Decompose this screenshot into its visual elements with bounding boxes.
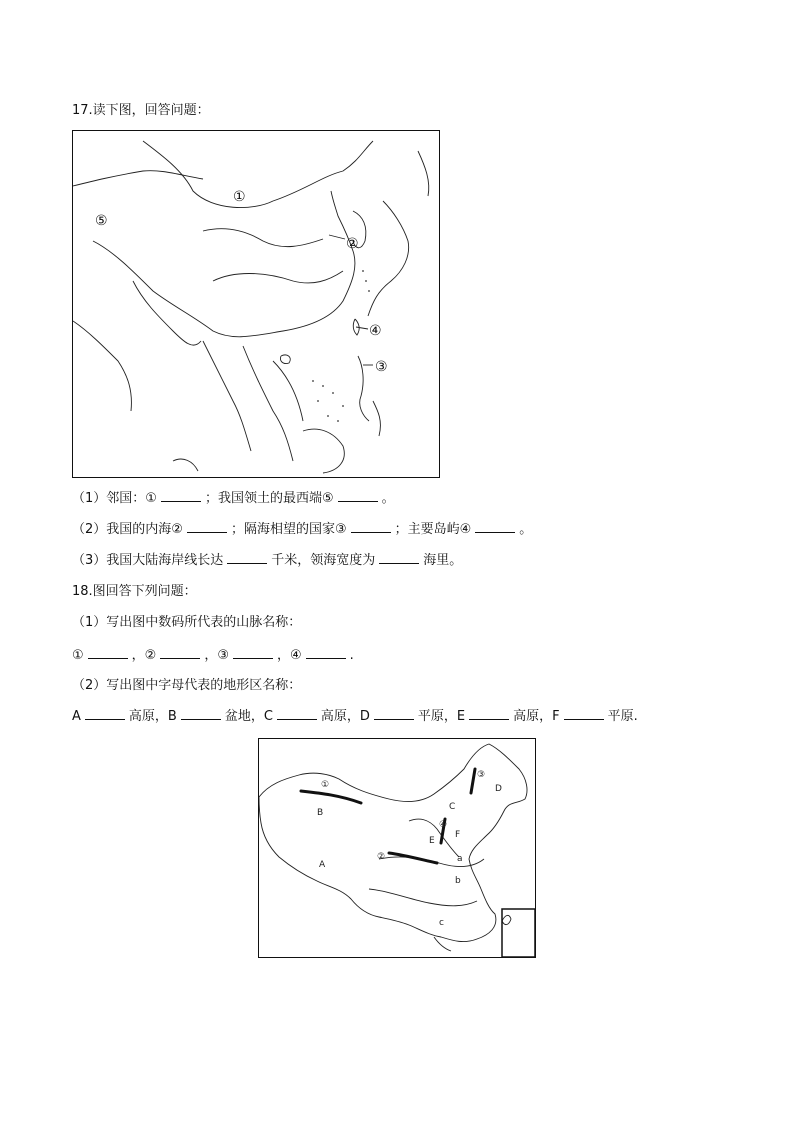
terrain-end: 平原.: [607, 709, 638, 724]
answer-blank-territorial-sea[interactable]: [379, 551, 419, 564]
terrain-label-e: 平原，E: [417, 709, 466, 724]
q17-sub3: [72, 551, 462, 570]
map-num-2: ②: [377, 852, 386, 862]
q18-terrains-line: [72, 707, 638, 726]
terrain-label-d: 高原，D: [320, 709, 370, 724]
map-num-3: ③: [477, 770, 486, 780]
map-label-4: ④: [369, 323, 382, 339]
q17-sub1: [72, 489, 395, 508]
q17-sub2: [72, 520, 532, 539]
mountain-label-4: ，④: [276, 648, 302, 663]
q17-sub3-text-b: 千米，领海宽度为: [271, 553, 376, 568]
map-label-2: ②: [346, 236, 359, 252]
map-letter-small-b: b: [455, 876, 461, 886]
answer-blank-q17-4[interactable]: [475, 520, 515, 533]
q17-sub3-text-a: （3）我国大陆海岸线长达: [72, 553, 224, 568]
q18-sub1: （1）写出图中数码所代表的山脉名称：: [72, 615, 302, 630]
answer-blank-mountain-4[interactable]: [306, 646, 346, 659]
answer-blank-q17-5[interactable]: [338, 489, 378, 502]
map-letter-c: C: [449, 802, 456, 812]
answer-blank-terrain-b[interactable]: [181, 707, 221, 720]
map-letter-f: F: [455, 830, 461, 840]
map-letter-b: B: [317, 808, 324, 818]
mountain-label-3: ，③: [204, 648, 229, 663]
east-asia-map: [72, 130, 440, 478]
answer-blank-terrain-e[interactable]: [469, 707, 509, 720]
mountain-label-1: ①: [72, 648, 84, 663]
map-num-1: ①: [321, 780, 330, 790]
q17-sub3-text-c: 海里。: [423, 553, 463, 568]
q18-title: 18.图回答下列问题：: [72, 584, 197, 599]
mountain-end: .: [349, 648, 354, 663]
label-4-pointer: [356, 327, 368, 329]
answer-blank-q17-1[interactable]: [161, 489, 201, 502]
mountain-range-3-line: [471, 769, 475, 793]
map-letter-d: D: [495, 784, 502, 794]
answer-blank-q17-3[interactable]: [351, 520, 391, 533]
q18-mountains-line: [72, 646, 354, 665]
mountain-range-1-line: [301, 791, 361, 803]
q17-sub2-text-c: ；主要岛屿④: [394, 522, 472, 537]
label-2-pointer: [329, 235, 345, 239]
terrain-label-a: A: [72, 709, 81, 724]
answer-blank-coastline[interactable]: [227, 551, 267, 564]
q18-sub2: （2）写出图中字母代表的地形区名称：: [72, 678, 302, 693]
answer-blank-mountain-2[interactable]: [160, 646, 200, 659]
terrain-label-b: 高原，B: [128, 709, 177, 724]
map-letter-a: A: [319, 860, 326, 870]
answer-blank-mountain-1[interactable]: [88, 646, 128, 659]
terrain-label-f: 高原，F: [513, 709, 560, 724]
answer-blank-terrain-c[interactable]: [277, 707, 317, 720]
answer-blank-terrain-a[interactable]: [85, 707, 125, 720]
south-china-sea-inset: [502, 909, 535, 957]
china-terrain-map: [258, 738, 536, 958]
map-num-4: ④: [439, 820, 448, 830]
map-letter-e: E: [429, 836, 435, 846]
map-label-1: ①: [233, 189, 246, 205]
answer-blank-terrain-d[interactable]: [374, 707, 414, 720]
map-letter-small-c: c: [439, 918, 444, 928]
q17-sub2-text-d: 。: [519, 522, 533, 537]
answer-blank-q17-2[interactable]: [187, 520, 227, 533]
q17-sub2-text-b: ；隔海相望的国家③: [230, 522, 347, 537]
map-letter-small-a: a: [457, 854, 463, 864]
answer-blank-terrain-f[interactable]: [564, 707, 604, 720]
q17-sub2-text-a: （2）我国的内海②: [72, 522, 183, 537]
map-label-3: ③: [375, 359, 388, 375]
map-label-5: ⑤: [95, 213, 108, 229]
q17-sub1-text-a: （1）邻国：①: [72, 491, 157, 506]
east-asia-map-svg: [73, 131, 439, 477]
mountain-range-2-line: [389, 853, 437, 863]
q17-title: 17.读下图，回答问题：: [72, 103, 210, 118]
answer-blank-mountain-3[interactable]: [233, 646, 273, 659]
terrain-label-c: 盆地，C: [224, 709, 273, 724]
q17-sub1-text-c: 。: [381, 491, 395, 506]
q17-sub1-text-b: ；我国领土的最西端⑤: [204, 491, 334, 506]
mountain-label-2: ，②: [131, 648, 157, 663]
china-terrain-map-svg: [259, 739, 535, 957]
